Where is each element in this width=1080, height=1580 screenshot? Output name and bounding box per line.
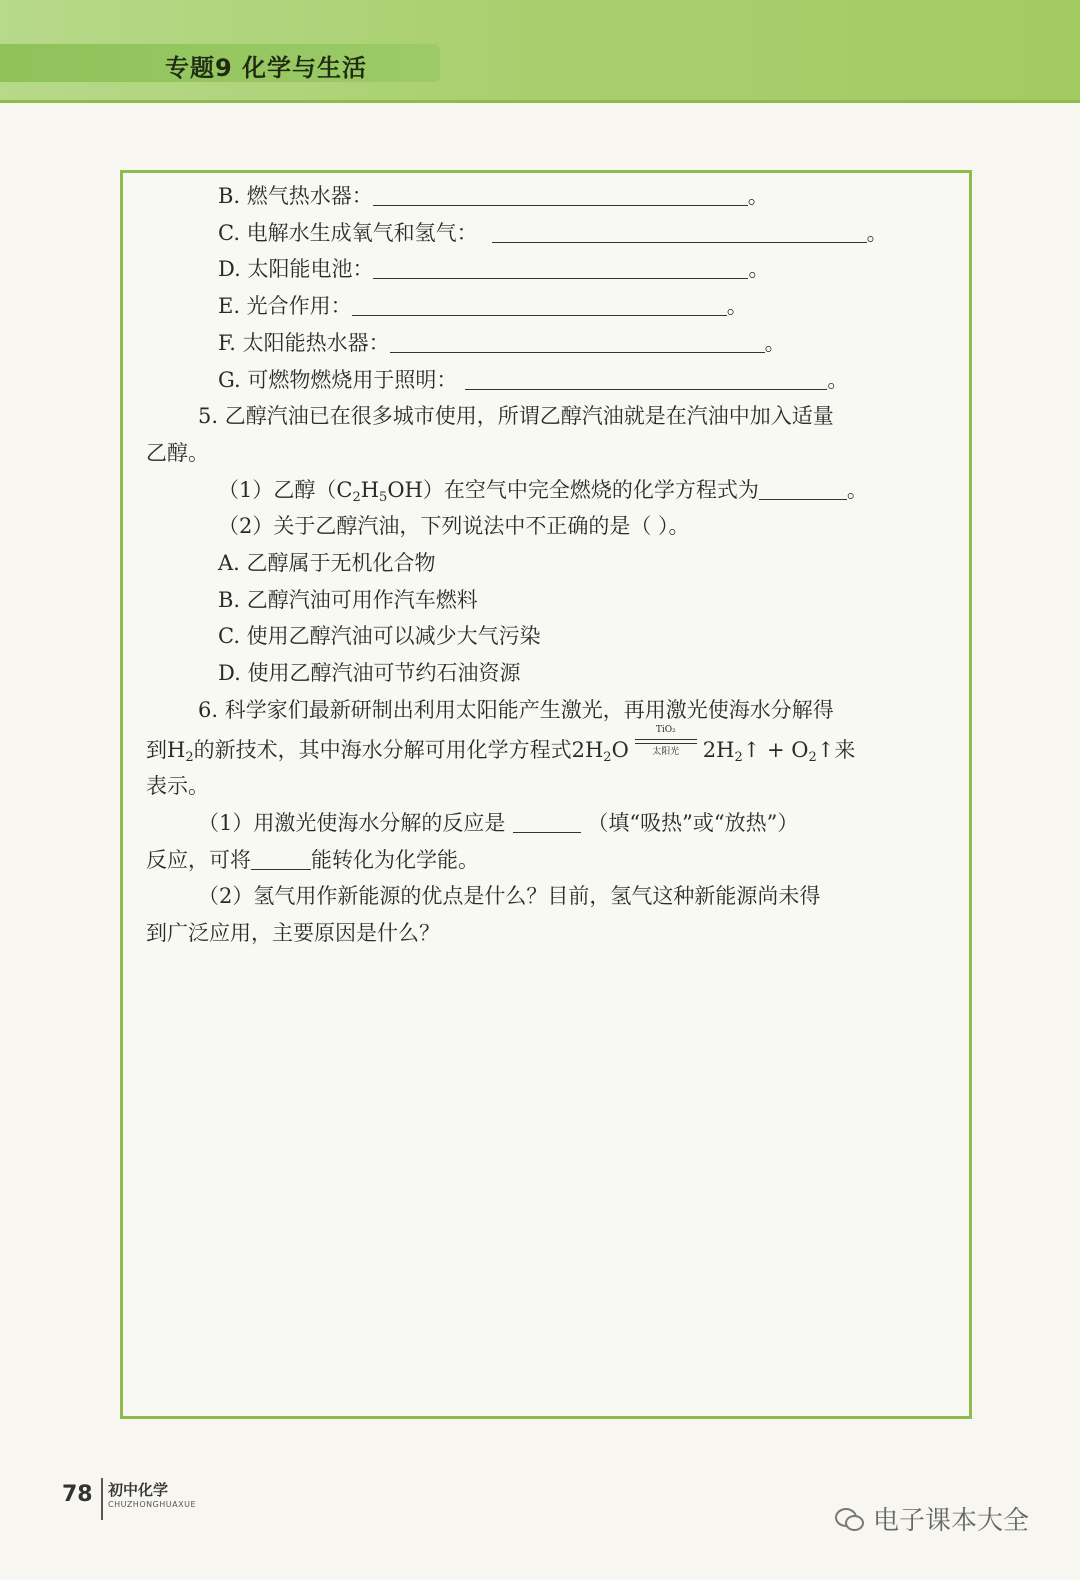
q5-option-a: A. 乙醇属于无机化合物 (218, 551, 436, 576)
item-c: C. 电解水生成氧气和氢气： 。 (146, 215, 956, 252)
answer-blank[interactable] (390, 328, 765, 353)
q5-option-b: B. 乙醇汽油可用作汽车燃料 (218, 587, 478, 612)
book-title: 初中化学 (108, 1481, 169, 1499)
answer-blank[interactable] (373, 181, 748, 206)
answer-blank[interactable] (759, 475, 847, 500)
footer-divider (101, 1478, 103, 1520)
reaction-arrow: TiO₂ 太阳光 (635, 729, 697, 759)
item-g: G. 可燃物燃烧用于照明： 。 (146, 362, 956, 399)
answer-blank[interactable] (352, 291, 727, 316)
watermark: 电子课本大全 (835, 1500, 1029, 1537)
item-f: F. 太阳能热水器： 。 (146, 325, 956, 362)
answer-blank[interactable] (251, 845, 311, 870)
q5-option-d: D. 使用乙醇汽油可节约石油资源 (218, 661, 521, 686)
chapter-title: 专题9 化学与生活 (165, 54, 368, 82)
q5-stem: 5. 乙醇汽油已在很多城市使用，所谓乙醇汽油就是在汽油中加入适量 (198, 404, 834, 429)
q6-sub2-cont: 到广泛应用，主要原因是什么？ (146, 921, 440, 946)
q5-sub1: （1）乙醇$(C_2H_5OH)$在空气中完全燃烧的化学方程式为 。 (146, 472, 956, 509)
wechat-icon (835, 1506, 865, 1532)
q6-stem: 6. 科学家们最新研制出利用太阳能产生激光，再用激光使海水分解得 (198, 697, 834, 722)
answer-blank[interactable] (373, 254, 748, 279)
exercise-content (146, 178, 956, 952)
item-e: E. 光合作用： 。 (146, 288, 956, 325)
q5-sub2: （2）关于乙醇汽油，下列说法中不正确的是（ ）。 (218, 514, 690, 539)
answer-blank[interactable] (492, 218, 867, 243)
q5-option-c: C. 使用乙醇汽油可以减少大气污染 (218, 624, 541, 649)
q6-sub1-cont: 反应，可将 能转化为化学能。 (146, 842, 956, 879)
q6-sub1: （1）用激光使海水分解的反应是 （填“吸热”或“放热”） (146, 805, 956, 842)
answer-blank[interactable] (513, 808, 581, 833)
q6-stem-end: 表示。 (146, 774, 209, 799)
book-pinyin: CHUZHONGHUAXUE (108, 1500, 197, 1509)
q6-equation-line: 到$H_2$的新技术，其中海水分解可用化学方程式$2H_2O$ TiO₂ 太阳光 $2H_2↑$ + $O_2↑$来 (146, 724, 856, 765)
item-d: D. 太阳能电池： 。 (146, 251, 956, 288)
item-b: B. 燃气热水器： 。 (146, 178, 956, 215)
answer-blank[interactable] (465, 365, 827, 390)
page-number: 78 (62, 1482, 93, 1507)
q6-sub2: （2）氢气用作新能源的优点是什么？目前，氢气这种新能源尚未得 (198, 884, 821, 909)
q5-stem-cont: 乙醇。 (146, 440, 209, 465)
